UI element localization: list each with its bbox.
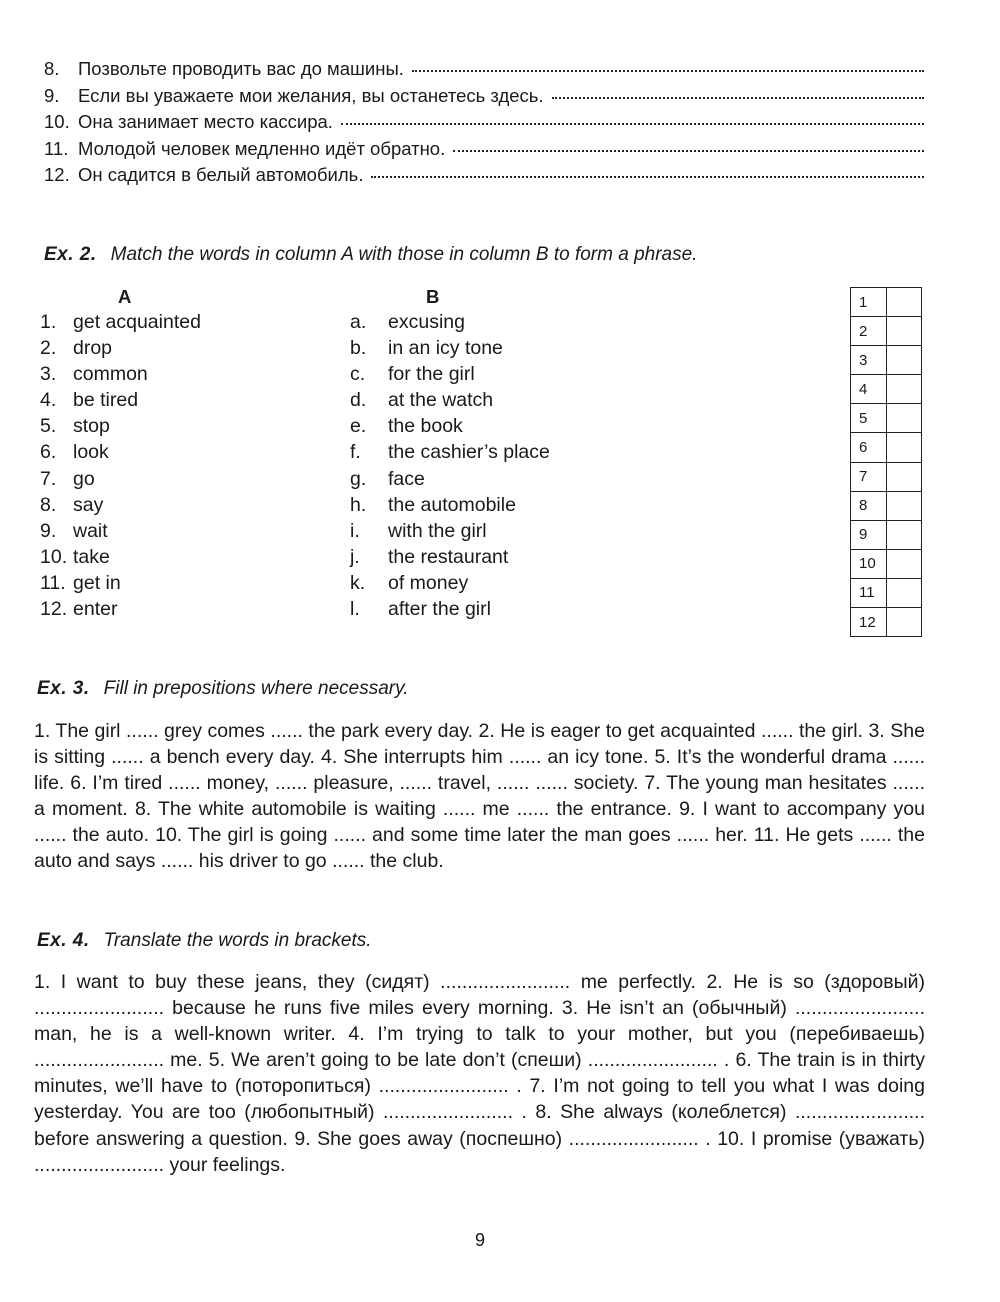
item-text: get acquainted xyxy=(73,311,201,333)
translation-line xyxy=(44,85,924,112)
line-number: 10. xyxy=(44,111,70,132)
translation-line xyxy=(44,111,924,138)
list-item xyxy=(350,572,550,598)
list-item xyxy=(40,363,201,389)
answer-cell[interactable] xyxy=(887,346,922,375)
answer-dots xyxy=(371,176,924,178)
item-text: in an icy tone xyxy=(388,337,503,360)
answer-number: 1 xyxy=(851,288,887,317)
answer-row xyxy=(851,608,922,637)
answer-row xyxy=(851,404,922,433)
translation-line xyxy=(44,164,924,191)
exercise-2-heading xyxy=(44,244,697,266)
answer-number: 9 xyxy=(851,520,887,549)
item-letter: b. xyxy=(350,337,367,360)
item-number: 8. xyxy=(40,493,57,516)
item-text: the restaurant xyxy=(388,545,509,568)
item-text: take xyxy=(73,545,110,568)
line-number: 8. xyxy=(44,58,60,79)
item-text: the automobile xyxy=(388,493,516,516)
item-text: with the girl xyxy=(388,519,487,542)
item-text: for the girl xyxy=(388,363,475,386)
item-text: common xyxy=(73,363,148,386)
answer-row xyxy=(851,578,922,607)
list-item xyxy=(40,337,201,363)
translation-sentences xyxy=(44,58,924,191)
list-item xyxy=(350,468,550,494)
answer-number: 5 xyxy=(851,404,887,433)
answer-number: 2 xyxy=(851,317,887,346)
page-number: 9 xyxy=(474,1230,485,1250)
answer-row xyxy=(851,520,922,549)
item-text: look xyxy=(73,441,109,464)
list-item xyxy=(40,520,201,546)
answer-dots xyxy=(341,123,924,125)
exercise-label: Ex. 3. xyxy=(37,678,90,699)
list-item xyxy=(350,520,550,546)
answer-row xyxy=(851,491,922,520)
item-letter: f. xyxy=(350,441,361,464)
item-number: 12. xyxy=(40,598,68,621)
list-item xyxy=(350,337,550,363)
item-text: wait xyxy=(73,519,108,542)
item-number: 4. xyxy=(40,389,57,412)
item-number: 9. xyxy=(40,519,57,542)
answer-row xyxy=(851,317,922,346)
item-letter: k. xyxy=(350,571,366,594)
item-letter: g. xyxy=(350,467,367,490)
item-text: stop xyxy=(73,415,110,438)
answer-cell[interactable] xyxy=(887,404,922,433)
item-number: 2. xyxy=(40,337,57,360)
list-item xyxy=(40,598,201,624)
item-letter: i. xyxy=(350,519,360,542)
answer-number: 4 xyxy=(851,375,887,404)
list-item xyxy=(40,441,201,467)
item-text: get in xyxy=(73,571,121,594)
answer-cell[interactable] xyxy=(887,433,922,462)
item-text: the book xyxy=(388,415,463,438)
item-letter: c. xyxy=(350,363,366,386)
exercise-label: Ex. 2. xyxy=(44,244,97,265)
answer-number: 11 xyxy=(851,578,887,607)
answer-cell[interactable] xyxy=(887,608,922,637)
line-text: Молодой человек медленно идёт обратно. xyxy=(78,137,446,159)
translation-line xyxy=(44,58,924,85)
answer-number: 3 xyxy=(851,346,887,375)
answer-dots xyxy=(412,70,924,72)
list-item xyxy=(350,494,550,520)
item-number: 5. xyxy=(40,415,57,438)
item-text: face xyxy=(388,467,425,490)
column-b-list xyxy=(350,311,550,624)
item-letter: e. xyxy=(350,415,367,438)
item-number: 11. xyxy=(40,571,66,594)
answer-dots xyxy=(552,97,924,99)
list-item xyxy=(350,311,550,337)
answer-number: 10 xyxy=(851,549,887,578)
list-item xyxy=(40,468,201,494)
answer-cell[interactable] xyxy=(887,520,922,549)
column-a-title: A xyxy=(118,286,132,307)
line-number: 11. xyxy=(44,137,69,159)
item-text: go xyxy=(73,467,95,490)
item-number: 6. xyxy=(40,441,57,464)
exercise-3-text: 1. The girl ...... grey comes ...... the park every day. 2. He is eager to get acquainted ...... the girl. 3. She is sitting ...... a bench every day. 4. She interrupts him ...... an icy tone. 5. It’s the wonderful drama ...... life. 6. I’m tired ...... money, ...... pleasure, ...... travel, ...... ...... society. 7. The young man hesitates ...... a moment. 8. The white automobile is waiting ...... me ...... the entrance. 9. I want to accompany you ...... the auto. 10. The girl is going ...... and some time later the man goes ...... her. 11. He gets ...... the auto and says ...... his driver to go ...... the club. xyxy=(34,720,925,873)
exercise-4-heading xyxy=(37,930,372,952)
list-item xyxy=(40,415,201,441)
item-text: be tired xyxy=(73,389,139,412)
list-item xyxy=(40,546,201,572)
answer-row xyxy=(851,375,922,404)
item-letter: h. xyxy=(350,493,367,516)
answer-cell[interactable] xyxy=(887,375,922,404)
item-letter: d. xyxy=(350,389,367,412)
answer-row xyxy=(851,549,922,578)
answer-cell[interactable] xyxy=(887,288,922,317)
list-item xyxy=(40,572,201,598)
translation-line xyxy=(44,138,924,165)
line-text: Позвольте проводить вас до машины. xyxy=(78,58,404,79)
item-letter: a. xyxy=(350,311,367,333)
list-item xyxy=(350,363,550,389)
answer-number: 6 xyxy=(851,433,887,462)
answer-cell[interactable] xyxy=(887,491,922,520)
column-b-title: B xyxy=(426,286,440,307)
answer-cell[interactable] xyxy=(887,578,922,607)
item-text: enter xyxy=(73,598,118,621)
line-text: Если вы уважаете мои желания, вы останетесь здесь. xyxy=(78,84,544,106)
exercise-label: Ex. 4. xyxy=(37,930,90,951)
list-item xyxy=(350,389,550,415)
item-text: the cashier’s place xyxy=(388,441,550,464)
list-item xyxy=(350,415,550,441)
line-number: 12. xyxy=(44,164,70,185)
exercise-instruction: Fill in prepositions where necessary. xyxy=(103,678,409,699)
exercise-3-heading xyxy=(37,678,409,700)
list-item xyxy=(40,389,201,415)
item-number: 7. xyxy=(40,467,57,490)
answer-row xyxy=(851,462,922,491)
answer-cell[interactable] xyxy=(887,549,922,578)
exercise-4-text: 1. I want to buy these jeans, they (сидят) ........................ me perfectly. 2. He is so (здоровый) ........................ because he runs five miles every morning. 3. He isn’t an (обычный) ........................ man, he is a well-known writer. 4. I’m trying to talk to your mother, but you (перебиваешь) ........................ me. 5. We aren’t going to be late don’t (спеши) ........................ . 6. The train is in thirty minutes, we’ll have to (поторопиться) ........................ . 7. I’m not going to tell you what I was doing yesterday. You are too (любопытный) ........................ . 8. She always (колеблется) ........................ before answering a question. 9. She goes away (поспешно) ........................ . 10. I promise (уважать) ........................ your feelings. xyxy=(34,971,925,1176)
item-number: 10. xyxy=(40,545,68,568)
item-text: excusing xyxy=(388,311,465,333)
answer-number: 12 xyxy=(851,608,887,637)
answer-cell[interactable] xyxy=(887,317,922,346)
line-number: 9. xyxy=(44,84,60,106)
answer-row xyxy=(851,346,922,375)
line-text: Она занимает место кассира. xyxy=(78,111,333,132)
answer-grid xyxy=(850,287,922,637)
item-number: 1. xyxy=(40,311,57,333)
column-a-list xyxy=(40,311,201,624)
list-item xyxy=(40,311,201,337)
answer-number: 7 xyxy=(851,462,887,491)
answer-row xyxy=(851,288,922,317)
item-number: 3. xyxy=(40,363,57,386)
answer-number: 8 xyxy=(851,491,887,520)
exercise-instruction: Match the words in column A with those in column B to form a phrase. xyxy=(110,244,698,265)
exercise-instruction: Translate the words in brackets. xyxy=(103,930,372,951)
list-item xyxy=(40,494,201,520)
list-item xyxy=(350,441,550,467)
item-letter: l. xyxy=(350,598,360,621)
list-item xyxy=(350,598,550,624)
item-text: after the girl xyxy=(388,598,491,621)
list-item xyxy=(350,546,550,572)
item-text: of money xyxy=(388,571,469,594)
line-text: Он садится в белый автомобиль. xyxy=(78,164,364,185)
answer-row xyxy=(851,433,922,462)
item-text: at the watch xyxy=(388,389,494,412)
item-letter: j. xyxy=(350,545,360,568)
item-text: drop xyxy=(73,337,113,360)
item-text: say xyxy=(73,493,104,516)
answer-cell[interactable] xyxy=(887,462,922,491)
answer-dots xyxy=(453,150,924,152)
